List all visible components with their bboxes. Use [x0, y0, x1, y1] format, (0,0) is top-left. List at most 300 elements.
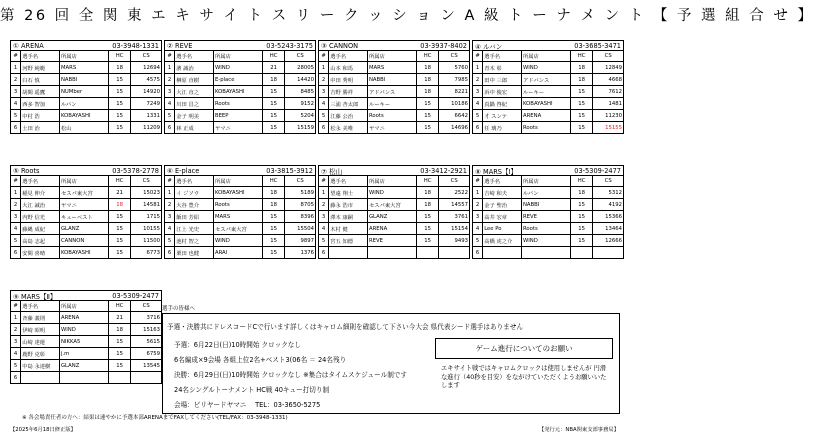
player-name: 吉崎 和夫 [483, 187, 522, 199]
row-number: 3 [165, 211, 175, 223]
venue-header [472, 40, 624, 50]
table-row [319, 98, 470, 110]
player-cs: 5760 [439, 62, 470, 74]
venue-header [318, 40, 470, 50]
table-row [11, 223, 162, 235]
player-name: 中島 永達樹 [21, 360, 60, 372]
player-hc: 18 [262, 199, 284, 211]
row-number: 5 [319, 235, 329, 247]
row-number: 1 [11, 187, 21, 199]
player-shop: WIND [213, 235, 262, 247]
player-shop: REVE [367, 235, 416, 247]
player-shop: MARS [213, 211, 262, 223]
row-number: 1 [473, 62, 483, 74]
player-name: 松永 美唯 [329, 122, 368, 134]
column-header: # [319, 176, 329, 187]
player-name: 望遠 翔士 [329, 187, 368, 199]
player-name: 才 スンテ [483, 110, 522, 122]
table-row [11, 122, 162, 134]
row-number: 1 [473, 187, 483, 199]
player-name: 伊崎 昭明 [21, 324, 60, 336]
player-cs: 3761 [439, 211, 470, 223]
venue-name: ⑦ 松山 [321, 167, 343, 176]
venue-block [10, 165, 162, 259]
venue-block [472, 165, 624, 259]
player-hc: 15 [108, 74, 130, 86]
player-shop [521, 247, 570, 259]
table-row [165, 223, 316, 235]
row-number: 6 [473, 247, 483, 259]
table-row [319, 235, 470, 247]
table-row [319, 211, 470, 223]
player-name: 高島 志起 [21, 235, 60, 247]
player-hc: 18 [262, 74, 284, 86]
player-name: 池村 智之 [175, 235, 214, 247]
player-cs: 14557 [439, 199, 470, 211]
table-header-row [473, 51, 624, 62]
player-hc: 15 [108, 98, 130, 110]
player-name: 河野 純範 [21, 62, 60, 74]
venue-phone: 03-3937-8402 [420, 41, 467, 50]
table-row [473, 247, 624, 259]
player-shop: アドバンス [521, 74, 570, 86]
column-header: # [11, 301, 21, 312]
player-hc: 18 [570, 187, 592, 199]
column-header: 所属店 [367, 51, 416, 62]
schedule-line: 予選：6月22日(日)10時開始 クロックなし [174, 341, 301, 349]
player-cs: 15155 [593, 122, 624, 134]
column-header: 選手名 [329, 51, 368, 62]
table-row [165, 187, 316, 199]
player-cs: 12849 [593, 62, 624, 74]
table-row [11, 110, 162, 122]
player-cs: 15163 [131, 324, 162, 336]
game-progress-text: エキサイト戦ではキャロムクロックは使用しませんが 円滑な進行（40秒を目安）をながけていただくようお願いいたします [441, 365, 607, 389]
table-row [11, 336, 162, 348]
player-hc: 15 [416, 110, 438, 122]
row-number: 3 [473, 86, 483, 98]
player-hc [416, 247, 438, 259]
player-name: 臼石 慎 [21, 74, 60, 86]
schedule-line: 24名シングルトーナメント HC戦 40キュー打切り制 [174, 386, 330, 394]
player-hc: 18 [108, 324, 130, 336]
player-shop: ARAI [213, 247, 262, 259]
player-hc: 18 [416, 74, 438, 86]
players-table [10, 50, 162, 134]
player-cs: 1715 [131, 211, 162, 223]
row-number: 5 [165, 235, 175, 247]
player-cs: 28005 [285, 62, 316, 74]
table-header-row [319, 51, 470, 62]
player-cs: 4575 [131, 74, 162, 86]
player-shop: KOBAYASHI [59, 247, 108, 259]
player-shop: KOBAYASHI [213, 187, 262, 199]
players-table [318, 50, 470, 134]
player-cs: 15366 [593, 211, 624, 223]
player-hc: 15 [108, 211, 130, 223]
table-row [473, 98, 624, 110]
player-cs: 8705 [285, 199, 316, 211]
column-header: # [11, 176, 21, 187]
player-name: 藤永 浩市 [329, 199, 368, 211]
player-name: 安間 喜晴 [21, 247, 60, 259]
footnote: ※ 各会場責任者の方へ：結果は速やかに予選本部ARENAまでFAXしてください(TEL/FAX：03-3948-1331) [22, 415, 288, 421]
player-shop: GLANZ [367, 211, 416, 223]
column-header: HC [108, 176, 130, 187]
schedule-line: 6名編成×9会場 各組上位2名+ベスト3(06名 ＝ 24名残り [174, 356, 347, 364]
player-cs: 7249 [131, 98, 162, 110]
player-cs: 10186 [439, 98, 470, 110]
player-name [21, 372, 60, 384]
row-number: 3 [165, 86, 175, 98]
player-shop: セスパ東大宮 [59, 187, 108, 199]
row-number: 5 [165, 110, 175, 122]
column-header: CS [131, 301, 162, 312]
player-cs: 8221 [439, 86, 470, 98]
player-hc: 15 [570, 86, 592, 98]
table-row [11, 74, 162, 86]
column-header: # [319, 51, 329, 62]
player-hc: 15 [108, 86, 130, 98]
player-hc: 15 [570, 223, 592, 235]
venue-header [10, 165, 162, 175]
player-shop: ARENA [59, 312, 108, 324]
column-header: HC [262, 51, 284, 62]
row-number: 2 [319, 199, 329, 211]
venue-name: ⑧ MARS【Ⅰ】 [475, 167, 518, 176]
player-name: 山本 和馬 [329, 62, 368, 74]
player-shop: BEEP [213, 110, 262, 122]
column-header: 選手名 [175, 176, 214, 187]
player-hc: 15 [108, 122, 130, 134]
column-header: HC [262, 176, 284, 187]
row-number: 3 [11, 336, 21, 348]
player-cs: 14420 [285, 74, 316, 86]
venue-phone: 03-5309-2477 [574, 166, 621, 175]
table-row [11, 372, 162, 384]
player-shop: Roots [521, 122, 570, 134]
player-name: 鹿野 克彰 [21, 348, 60, 360]
player-cs: 1331 [131, 110, 162, 122]
player-shop [59, 372, 108, 384]
venue-name: ④ ルバン [475, 42, 503, 51]
player-shop: ARENA [521, 110, 570, 122]
column-header: HC [108, 51, 130, 62]
venue-phone: 03-5243-3175 [266, 41, 313, 50]
player-hc: 21 [262, 62, 284, 74]
venue-header [472, 165, 624, 175]
row-number: 5 [11, 235, 21, 247]
row-number: 1 [319, 62, 329, 74]
table-row [165, 122, 316, 134]
venue-phone: 03-5309-2477 [112, 291, 159, 300]
player-name: 金子 明美 [175, 110, 214, 122]
player-name: 金子 聖治 [483, 199, 522, 211]
player-hc: 15 [262, 86, 284, 98]
table-row [165, 62, 316, 74]
table-row [319, 199, 470, 211]
player-shop: WIND [521, 235, 570, 247]
player-name: 吉野 勝祥 [329, 86, 368, 98]
schedule-line: 会場：ビリヤードヤマニ TEL：03-3650-5275 [174, 401, 321, 409]
player-name: 三浦 杏太郎 [329, 98, 368, 110]
table-row [319, 122, 470, 134]
row-number: 5 [11, 110, 21, 122]
table-row [165, 86, 316, 98]
column-header: # [165, 176, 175, 187]
table-row [473, 223, 624, 235]
player-name: 栗田 也健 [175, 247, 214, 259]
table-row [473, 211, 624, 223]
player-cs [131, 372, 162, 384]
venue-name: ③ CANNON [321, 41, 359, 50]
player-hc: 15 [570, 235, 592, 247]
player-hc: 18 [108, 62, 130, 74]
column-header: CS [439, 176, 470, 187]
player-shop: GLANZ [59, 223, 108, 235]
column-header: 所属店 [367, 176, 416, 187]
player-cs: 5615 [131, 336, 162, 348]
player-hc: 18 [570, 62, 592, 74]
row-number: 2 [473, 74, 483, 86]
player-cs: 11230 [593, 110, 624, 122]
player-shop: CANNON [59, 235, 108, 247]
player-name: 大江 直之 [175, 86, 214, 98]
venue-name: ⑥ E-place [167, 166, 200, 175]
player-shop: ルーキー [367, 98, 416, 110]
player-shop: MARS [367, 62, 416, 74]
player-cs: 9897 [285, 235, 316, 247]
column-header: 選手名 [21, 176, 60, 187]
player-hc: 15 [262, 235, 284, 247]
column-header: CS [131, 51, 162, 62]
table-row [319, 187, 470, 199]
player-shop: ARENA [367, 223, 416, 235]
player-cs: 9493 [439, 235, 470, 247]
player-name: 斉藤 義則 [21, 312, 60, 324]
venue-header [164, 40, 316, 50]
table-row [319, 62, 470, 74]
player-shop: Roots [213, 98, 262, 110]
column-header: # [11, 51, 21, 62]
player-hc: 15 [262, 223, 284, 235]
player-cs [593, 247, 624, 259]
column-header: 所属店 [213, 51, 262, 62]
player-hc: 15 [570, 122, 592, 134]
revision-label: 【2025年6月18日修正版】 [10, 427, 76, 433]
player-shop: KOBAYASHI [521, 98, 570, 110]
player-shop: j.m [59, 348, 108, 360]
player-shop: セスパ東大宮 [367, 199, 416, 211]
player-cs: 10155 [131, 223, 162, 235]
player-shop: WIND [521, 62, 570, 74]
player-hc: 21 [108, 312, 130, 324]
row-number: 4 [165, 98, 175, 110]
player-shop: Roots [521, 223, 570, 235]
column-header: CS [439, 51, 470, 62]
players-table [472, 175, 624, 259]
player-name: 大谷 豊介 [175, 199, 214, 211]
player-shop: NABBI [59, 74, 108, 86]
row-number: 2 [165, 199, 175, 211]
player-cs: 6759 [131, 348, 162, 360]
table-row [319, 247, 470, 259]
row-number: 4 [319, 223, 329, 235]
player-cs: 5189 [285, 187, 316, 199]
player-shop: ルーキー [521, 86, 570, 98]
column-header: # [473, 51, 483, 62]
player-cs: 11209 [131, 122, 162, 134]
column-header: HC [416, 51, 438, 62]
venue-phone: 03-3815-3912 [266, 166, 313, 175]
players-table [10, 175, 162, 259]
player-cs: 8396 [285, 211, 316, 223]
column-header: 所属店 [213, 176, 262, 187]
players-table [164, 50, 316, 134]
player-name: 中村 浩 [21, 110, 60, 122]
player-shop: セスパ東大宮 [213, 223, 262, 235]
player-cs: 13545 [131, 360, 162, 372]
row-number: 2 [11, 74, 21, 86]
table-row [473, 235, 624, 247]
row-number: 6 [319, 122, 329, 134]
player-hc: 15 [570, 211, 592, 223]
player-hc: 15 [570, 98, 592, 110]
column-header: HC [108, 301, 130, 312]
table-row [11, 187, 162, 199]
player-shop [367, 247, 416, 259]
table-row [11, 62, 162, 74]
player-shop: NIKKA5 [59, 336, 108, 348]
player-cs: 14696 [439, 122, 470, 134]
table-header-row [11, 301, 162, 312]
row-number: 1 [165, 187, 175, 199]
player-cs: 8485 [285, 86, 316, 98]
player-hc: 15 [108, 336, 130, 348]
player-hc: 15 [570, 110, 592, 122]
player-hc: 15 [416, 98, 438, 110]
player-hc: 15 [416, 211, 438, 223]
player-shop: GLANZ [59, 360, 108, 372]
table-row [11, 211, 162, 223]
player-shop: WIND [367, 187, 416, 199]
row-number: 3 [11, 211, 21, 223]
table-row [165, 199, 316, 211]
row-number: 6 [473, 122, 483, 134]
row-number: 4 [319, 98, 329, 110]
player-shop: NABBI [521, 199, 570, 211]
player-shop: KOBAYASHI [213, 86, 262, 98]
issuer-label: 【発行元：NBA関東支部事務局】 [538, 427, 619, 433]
table-row [165, 211, 316, 223]
row-number: 2 [11, 324, 21, 336]
row-number: 6 [319, 247, 329, 259]
player-cs: 11500 [131, 235, 162, 247]
players-table [472, 50, 624, 134]
column-header: CS [285, 51, 316, 62]
row-number: 1 [319, 187, 329, 199]
player-name: 土田 治 [21, 122, 60, 134]
row-number: 1 [11, 312, 21, 324]
column-header: # [165, 51, 175, 62]
player-cs: 15159 [285, 122, 316, 134]
venue-block [318, 165, 470, 259]
table-row [473, 62, 624, 74]
player-hc: 15 [416, 223, 438, 235]
row-number: 2 [473, 199, 483, 211]
column-header: 所属店 [59, 176, 108, 187]
player-hc: 15 [262, 211, 284, 223]
player-cs: 1376 [285, 247, 316, 259]
player-name: 胡間 遥鷹 [21, 86, 60, 98]
table-row [473, 187, 624, 199]
player-shop: MARS [59, 62, 108, 74]
table-header-row [165, 51, 316, 62]
player-hc: 18 [570, 74, 592, 86]
player-name: 木村 健 [329, 223, 368, 235]
player-name: 高橋 虎之介 [483, 235, 522, 247]
venue-name: ⑤ Roots [13, 166, 40, 175]
player-name: 飯田 芳紹 [175, 211, 214, 223]
player-name: 青木 彰 [483, 62, 522, 74]
player-name: 林 正成 [175, 122, 214, 134]
player-cs: 15154 [439, 223, 470, 235]
venue-header [10, 40, 162, 50]
table-row [11, 199, 162, 211]
player-hc [570, 247, 592, 259]
table-row [11, 86, 162, 98]
player-shop: 松山 [59, 122, 108, 134]
table-header-row [11, 176, 162, 187]
player-name: Lee Po [483, 223, 522, 235]
player-hc: 15 [108, 223, 130, 235]
player-cs: 1481 [593, 98, 624, 110]
game-progress-title: ゲーム進行についてのお願い [435, 338, 613, 359]
player-name: 藤縄 成紀 [21, 223, 60, 235]
row-number: 4 [165, 223, 175, 235]
player-cs [439, 247, 470, 259]
table-row [473, 86, 624, 98]
player-cs: 14581 [131, 199, 162, 211]
table-row [11, 247, 162, 259]
table-row [473, 122, 624, 134]
player-name: 西多 智加 [21, 98, 60, 110]
player-hc: 15 [262, 122, 284, 134]
notes-box [162, 313, 620, 414]
column-header: HC [570, 51, 592, 62]
player-shop: ヤマニ [59, 199, 108, 211]
player-cs: 7985 [439, 74, 470, 86]
column-header: HC [570, 176, 592, 187]
player-cs: 7612 [593, 86, 624, 98]
venue-block [472, 40, 624, 134]
player-name: 高井 宏章 [483, 211, 522, 223]
venue-block [10, 40, 162, 134]
column-header: 所属店 [59, 301, 108, 312]
table-row [165, 247, 316, 259]
table-row [165, 110, 316, 122]
table-row [319, 110, 470, 122]
player-hc: 18 [416, 199, 438, 211]
player-cs: 13464 [593, 223, 624, 235]
row-number: 4 [473, 98, 483, 110]
column-header: 所属店 [521, 51, 570, 62]
player-name: 田中 三郎 [483, 74, 522, 86]
player-cs: 6773 [131, 247, 162, 259]
venue-block [318, 40, 470, 134]
table-row [11, 98, 162, 110]
table-header-row [473, 176, 624, 187]
